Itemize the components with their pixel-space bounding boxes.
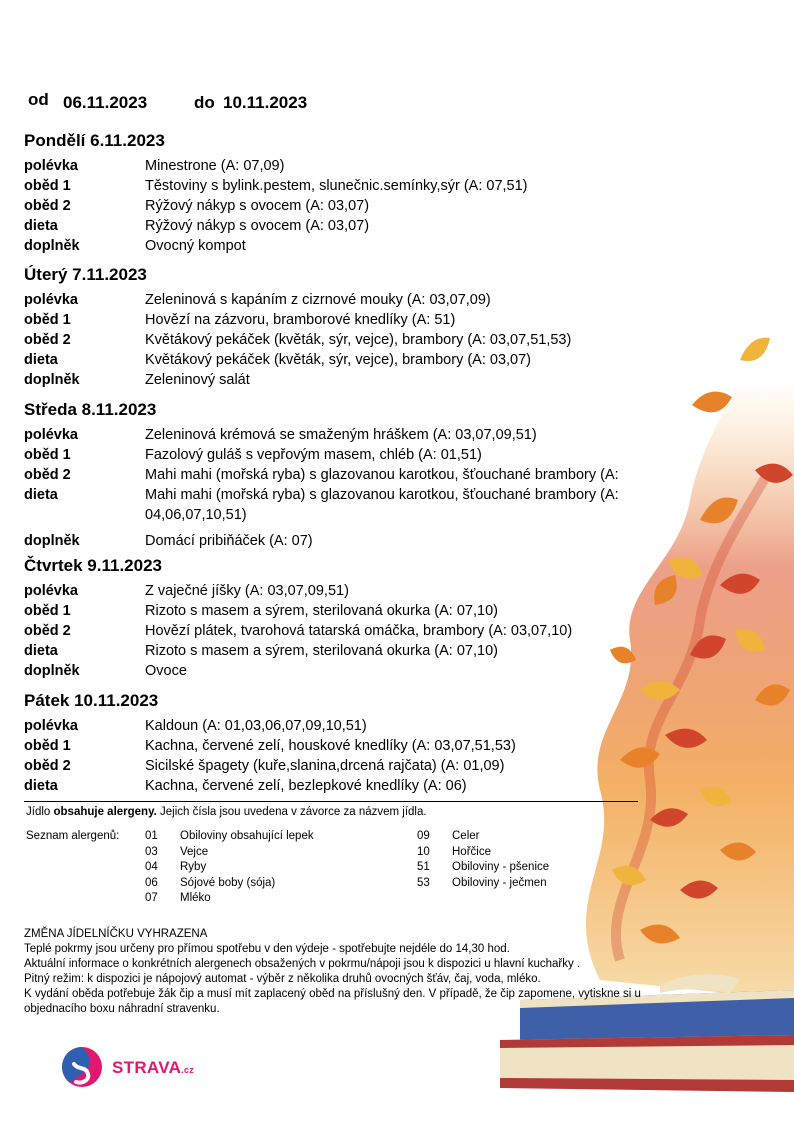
- meal-label: oběd 1: [24, 603, 71, 619]
- day-wednesday: [24, 399, 684, 551]
- menu-row: [24, 736, 684, 756]
- dish-name: Hovězí na zázvoru, bramborové knedlíky (A: 51): [145, 312, 456, 328]
- footer-line: Aktuální informace o konkrétních alergenech obsažených v pokrmu/nápoji jsou k dispozici u hlavní kuchařky .: [24, 958, 581, 970]
- menu-row: [24, 485, 684, 505]
- meal-label: polévka: [24, 292, 78, 308]
- day-title: Úterý 7.11.2023: [24, 265, 147, 284]
- dish-name-continued: 04,06,07,10,51): [145, 507, 247, 523]
- dish-name: Sicilské špagety (kuře,slanina,drcená rajčata) (A: 01,09): [145, 758, 505, 774]
- footer-heading: ZMĚNA JÍDELNÍČKU VYHRAZENA: [24, 928, 208, 940]
- meal-label: polévka: [24, 158, 78, 174]
- footer-line: Pitný režim: k dispozici je nápojový automat - výběr z několika druhů ovocných šťáv, čaj, voda, mléko.: [24, 973, 541, 985]
- range-to-date: 10.11.2023: [223, 93, 308, 112]
- footer-line: K vydání oběda potřebuje žák čip a musí mít zaplacený oběd na příslušný den. V případě, že čip zapomene, vytiskne si u objednacího boxu náhradní stravenku.: [24, 988, 641, 1015]
- menu-row: [24, 531, 684, 551]
- dish-name: Minestrone (A: 07,09): [145, 158, 285, 174]
- menu-row: [24, 641, 684, 661]
- logo-suffix: .cz: [181, 1065, 195, 1075]
- day-title: Čtvrtek 9.11.2023: [24, 556, 162, 575]
- meal-label: dieta: [24, 643, 58, 659]
- day-title: Pondělí 6.11.2023: [24, 131, 165, 150]
- day-tuesday: [24, 264, 684, 390]
- meal-label: doplněk: [24, 238, 80, 254]
- meal-label: doplněk: [24, 372, 80, 388]
- menu-row: [24, 236, 684, 256]
- allergen-name: Mléko: [180, 892, 211, 904]
- meal-label: oběd 2: [24, 332, 71, 348]
- dish-name: Kachna, červené zelí, bezlepkové knedlíky (A: 06): [145, 778, 467, 794]
- allergen-name: Vejce: [180, 845, 209, 858]
- meal-label: dieta: [24, 778, 58, 794]
- dish-name: Z vaječné jíšky (A: 03,07,09,51): [145, 583, 349, 599]
- menu-row-continuation: [24, 505, 684, 525]
- menu-row: [24, 290, 684, 310]
- allergen-name: Ryby: [180, 861, 207, 873]
- meal-label: oběd 2: [24, 198, 71, 214]
- allergen-name: Celer: [452, 830, 480, 842]
- dish-name: Mahi mahi (mořská ryba) s glazovanou karotkou, šťouchané brambory (A:: [145, 467, 619, 483]
- footer-line: Teplé pokrmy jsou určeny pro přímou spotřebu v den výdeje - spotřebujte nejdéle do 14,30 hod.: [24, 943, 510, 955]
- dish-name: Květákový pekáček (květák, sýr, vejce), brambory (A: 03,07): [145, 352, 532, 368]
- range-from-date: 06.11.2023: [63, 93, 148, 112]
- dish-name: Domácí pribiňáček (A: 07): [145, 533, 313, 549]
- dish-name: Rýžový nákyp s ovocem (A: 03,07): [145, 198, 370, 214]
- range-to-label: do: [194, 93, 215, 112]
- menu-row: [24, 176, 684, 196]
- menu-row: [24, 776, 684, 796]
- menu-row: [24, 716, 684, 736]
- divider: [24, 801, 638, 802]
- meal-label: oběd 2: [24, 758, 71, 774]
- dish-name: Květákový pekáček (květák, sýr, vejce), brambory (A: 03,07,51,53): [145, 332, 572, 348]
- dish-name: Rizoto s masem a sýrem, sterilovaná okurka (A: 07,10): [145, 643, 498, 659]
- footer-notes: [24, 927, 644, 1017]
- allergen-code: 07: [145, 892, 158, 904]
- meal-label: dieta: [24, 352, 58, 368]
- allergen-note: [26, 806, 427, 818]
- meal-label: oběd 1: [24, 178, 71, 194]
- dish-name: Zeleninová s kapáním z cizrnové mouky (A: 03,07,09): [145, 292, 491, 308]
- allergen-code: 10: [417, 845, 430, 858]
- meal-label: polévka: [24, 427, 78, 443]
- logo-word: STRAVA: [112, 1058, 182, 1077]
- dish-name: Mahi mahi (mořská ryba) s glazovanou karotkou, šťouchané brambory (A:: [145, 487, 619, 503]
- meal-label: doplněk: [24, 663, 80, 679]
- meal-label: doplněk: [24, 533, 80, 549]
- strava-logo-text: [112, 1058, 194, 1078]
- allergen-note-text: Jídlo: [26, 806, 54, 818]
- dish-name: Ovocný kompot: [145, 238, 246, 254]
- menu-row: [24, 445, 684, 465]
- dish-name: Hovězí plátek, tvarohová tatarská omáčka, brambory (A: 03,07,10): [145, 623, 573, 639]
- dish-name: Zeleninový salát: [145, 372, 250, 388]
- allergen-code: 01: [145, 830, 158, 842]
- menu-row: [24, 216, 684, 236]
- meal-label: dieta: [24, 218, 58, 234]
- meal-label: oběd 1: [24, 312, 71, 328]
- meal-label: polévka: [24, 718, 78, 734]
- menu-row: [24, 310, 684, 330]
- allergen-code: 04: [145, 861, 158, 873]
- allergen-name: Obiloviny obsahující lepek: [180, 830, 314, 842]
- day-thursday: [24, 555, 684, 681]
- meal-label: dieta: [24, 487, 58, 503]
- dish-name: Zeleninová krémová se smaženým hráškem (A: 03,07,09,51): [145, 427, 537, 443]
- allergen-note-text-2: Jejich čísla jsou uvedena v závorce za názvem jídla.: [156, 806, 427, 818]
- day-monday: [24, 130, 684, 256]
- menu-row: [24, 330, 684, 350]
- menu-row: [24, 581, 684, 601]
- meal-label: oběd 1: [24, 738, 71, 754]
- allergen-code: 53: [417, 876, 430, 889]
- allergen-name: Hořčice: [452, 845, 491, 858]
- allergen-name: Obiloviny - pšenice: [452, 861, 550, 873]
- menu-row: [24, 425, 684, 445]
- menu-row: [24, 370, 684, 390]
- menu-row: [24, 156, 684, 176]
- meal-label: oběd 1: [24, 447, 71, 463]
- allergen-name: Obiloviny - ječmen: [452, 876, 547, 889]
- meal-label: oběd 2: [24, 467, 71, 483]
- menu-row: [24, 621, 684, 641]
- menu-row: [24, 756, 684, 776]
- day-title: Pátek 10.11.2023: [24, 691, 159, 710]
- dish-name: Kachna, červené zelí, houskové knedlíky (A: 03,07,51,53): [145, 738, 516, 754]
- allergen-code: 09: [417, 830, 430, 842]
- dish-name: Těstoviny s bylink.pestem, slunečnic.semínky,sýr (A: 07,51): [145, 178, 528, 194]
- menu-row: [24, 661, 684, 681]
- menu-row: [24, 465, 684, 485]
- strava-logo-icon: [60, 1044, 108, 1090]
- allergen-code: 06: [145, 876, 158, 889]
- allergen-code: 03: [145, 845, 158, 858]
- meal-label: oběd 2: [24, 623, 71, 639]
- allergen-name: Sójové boby (sója): [180, 876, 276, 889]
- dish-name: Ovoce: [145, 663, 187, 679]
- menu-row: [24, 601, 684, 621]
- allergen-note-bold: obsahuje alergeny.: [53, 806, 157, 818]
- meal-label: polévka: [24, 583, 78, 599]
- strava-logo: [60, 1044, 200, 1090]
- range-from-label: od: [28, 90, 49, 109]
- day-title: Středa 8.11.2023: [24, 400, 157, 419]
- dish-name: Rizoto s masem a sýrem, sterilovaná okurka (A: 07,10): [145, 603, 498, 619]
- day-friday: [24, 690, 684, 796]
- allergen-code: 51: [417, 861, 430, 873]
- dish-name: Fazolový guláš s vepřovým masem, chléb (A: 01,51): [145, 447, 482, 463]
- dish-name: Kaldoun (A: 01,03,06,07,09,10,51): [145, 718, 367, 734]
- menu-row: [24, 196, 684, 216]
- menu-row: [24, 350, 684, 370]
- allergen-list-title: Seznam alergenů:: [26, 830, 120, 842]
- dish-name: Rýžový nákyp s ovocem (A: 03,07): [145, 218, 370, 234]
